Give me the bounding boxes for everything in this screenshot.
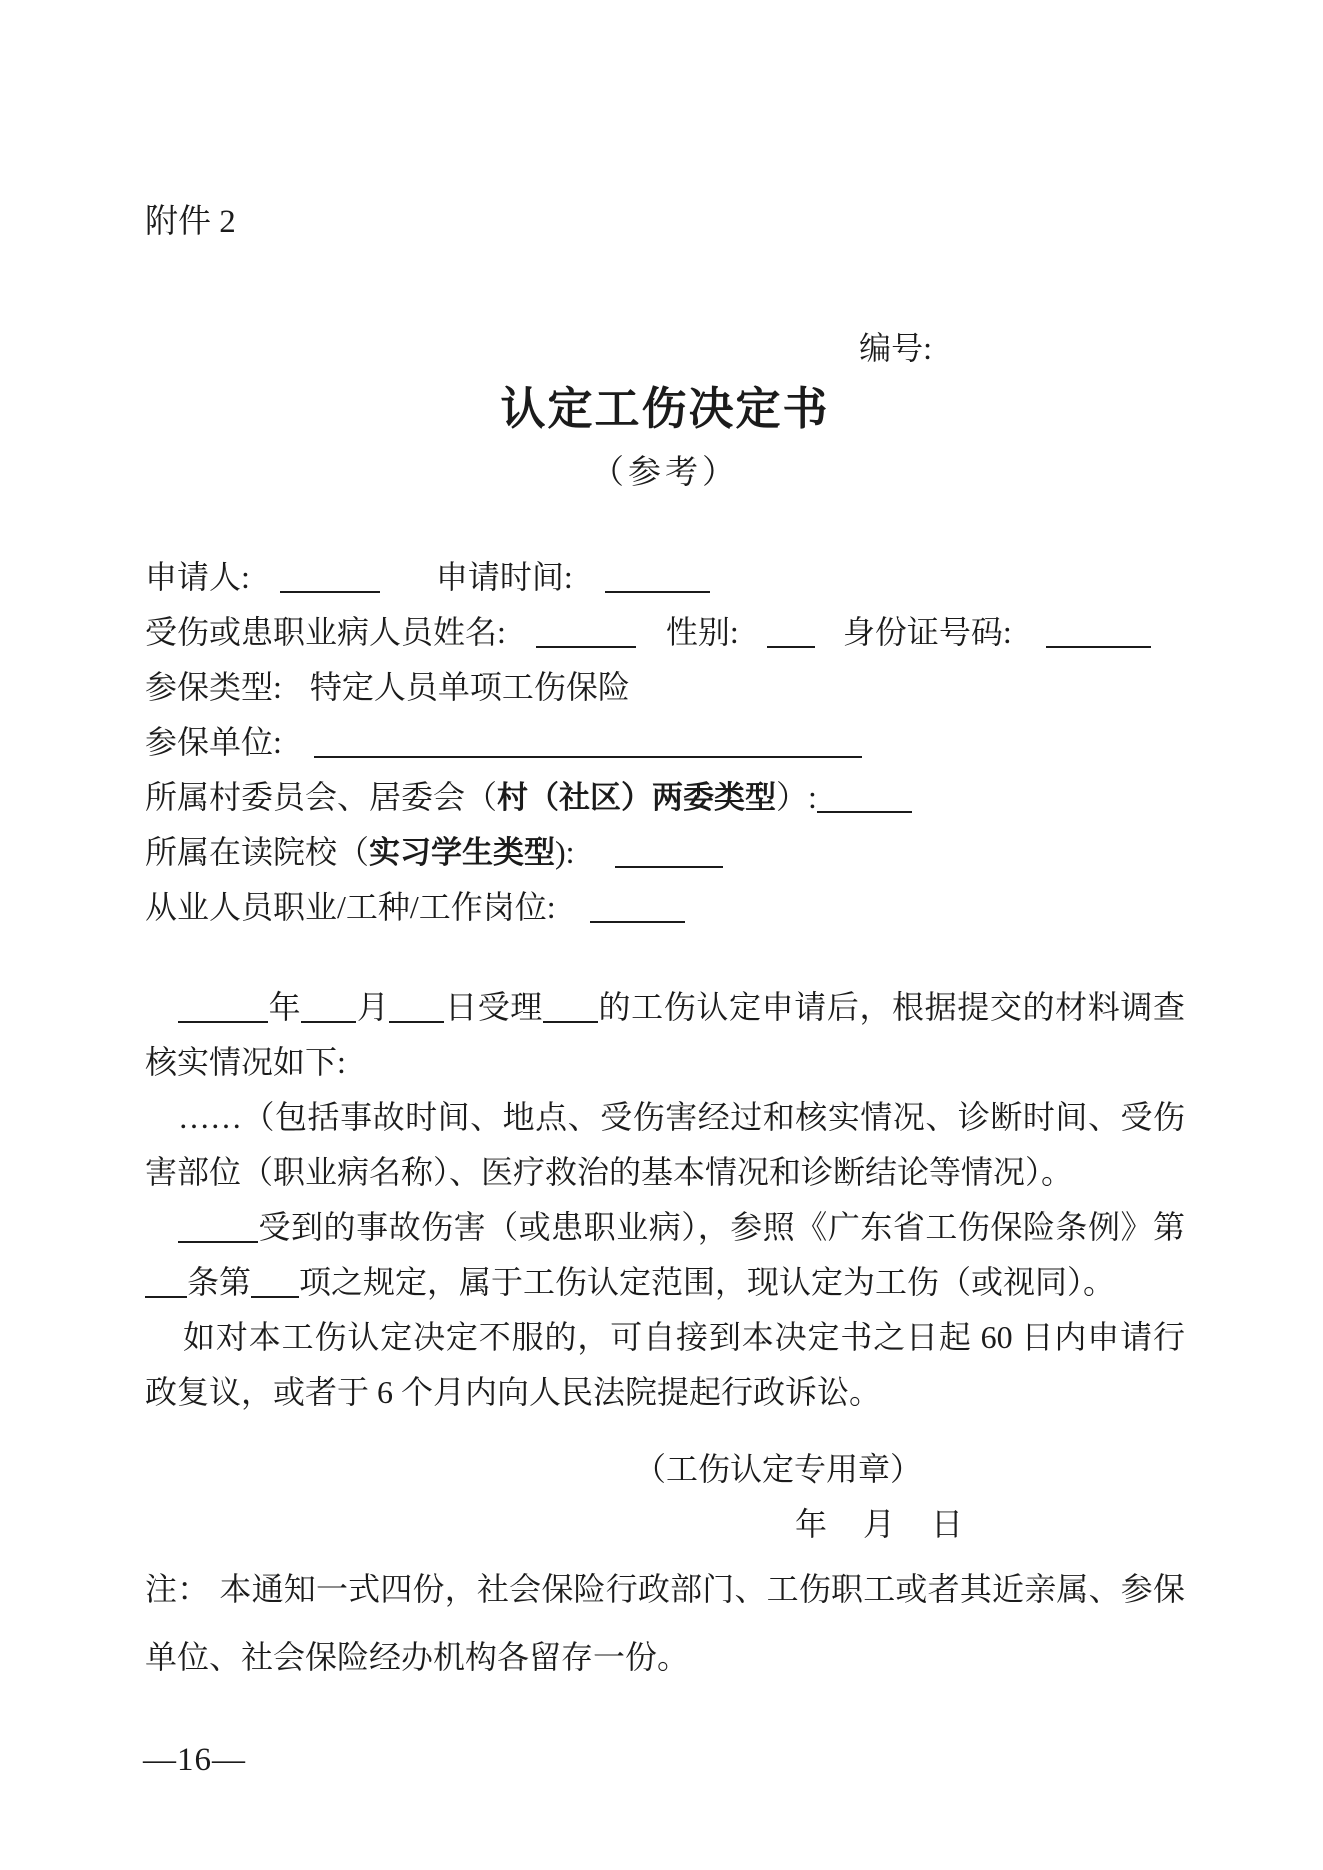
id-number-label: 身份证号码: [842,614,1012,650]
date-day-label: 日 [930,1506,963,1542]
doc-number-label: 编号: [859,330,932,366]
apply-time-blank-line [605,561,710,593]
form-line-applicant [145,550,1185,605]
village-committee-type-bold: 村（社区）两委类型 [497,780,777,815]
signature-date-line [145,1501,1185,1547]
form-line-insured-unit [145,715,1185,770]
determination-text-a: 受到的事故伤害（或患职业病），参照《广东省工伤保险条例》第 [258,1209,1185,1245]
document-title: 认定工伤决定书 [500,384,830,434]
village-committee-blank-line [817,781,912,813]
occupation-label: 从业人员职业/工种/工作岗位: [145,889,556,925]
apply-time-label: 申请时间: [435,559,573,595]
form-line-insurance-type [145,660,1185,715]
insurance-type-label: 参保类型: [145,669,282,705]
gender-blank-line [767,616,815,648]
injured-person-blank-line [178,1211,258,1243]
item-number-blank-line [251,1266,299,1298]
injured-name-label: 受伤或患职业病人员姓名: [145,614,506,650]
footnote-text: 本通知一式四份，社会保险行政部门、工伤职工或者其近亲属、参保单位、社会保险经办机构各留存一份。 [145,1571,1185,1675]
intern-student-type-bold: 实习学生类型 [369,835,556,870]
applicant-label: 申请人: [145,559,250,595]
accept-month-label: 月 [356,989,390,1025]
article-number-blank-line [145,1266,187,1298]
document-subtitle: （参考） [591,455,739,491]
determination-text-c: 项之规定，属于工伤认定范围，现认定为工伤（或视同）。 [299,1264,1116,1300]
insured-unit-blank-line [314,726,862,758]
form-line-village-committee [145,770,1185,825]
footnote-label: 注： [145,1571,210,1607]
page-number: —16— [143,1742,246,1778]
accept-year-label: 年 [268,989,302,1025]
occupation-blank-line [590,891,685,923]
determination-text-b: 条第 [187,1264,252,1300]
form-line-occupation [145,880,1185,935]
paragraph-determination [145,1200,1185,1310]
accept-day-label: 日受理 [444,989,543,1025]
gender-label: 性别: [665,614,739,650]
village-committee-label-end: ）: [776,779,817,815]
accept-month-blank-line [301,991,356,1023]
injured-name-blank-line [536,616,636,648]
accept-day-blank-line [389,991,444,1023]
form-fields-section [145,550,1185,935]
insurance-type-value: 特定人员单项工伤保险 [309,669,630,705]
date-year-label: 年 [794,1506,827,1542]
school-blank-line [615,836,723,868]
accept-who-blank-line [543,991,598,1023]
appeal-rights-text: 如对本工伤认定决定不服的，可自接到本决定书之日起 60 日内申请行政复议，或者于 6 个月内向人民法院提起行政诉讼。 [145,1319,1185,1410]
official-stamp-label: （工伤认定专用章） [633,1451,922,1487]
form-line-injured-person [145,605,1185,660]
form-line-school [145,825,1185,880]
insured-unit-label: 参保单位: [145,724,282,760]
applicant-blank-line [280,561,380,593]
school-label-end: ): [555,834,575,870]
accept-year-blank-line [178,991,268,1023]
paragraph-appeal-rights [145,1310,1185,1420]
paragraph-acceptance [145,980,1185,1090]
attachment-label: 附件 2 [145,204,236,240]
document-content [145,200,1185,1691]
school-label: 所属在读院校（ [145,834,370,870]
acceptance-text: 的工伤认定申请后，根据提交的材料调查核实情况如下: [145,989,1185,1080]
body-paragraphs [145,980,1185,1420]
id-number-blank-line [1046,616,1151,648]
paragraph-investigation-detail [145,1090,1185,1200]
date-month-label: 月 [862,1506,895,1542]
village-committee-label: 所属村委员会、居委会（ [145,779,498,815]
footnote [145,1555,1185,1691]
investigation-detail-text: ……（包括事故时间、地点、受伤害经过和核实情况、诊断时间、受伤害部位（职业病名称）、医疗救治的基本情况和诊断结论等情况）。 [145,1099,1185,1190]
